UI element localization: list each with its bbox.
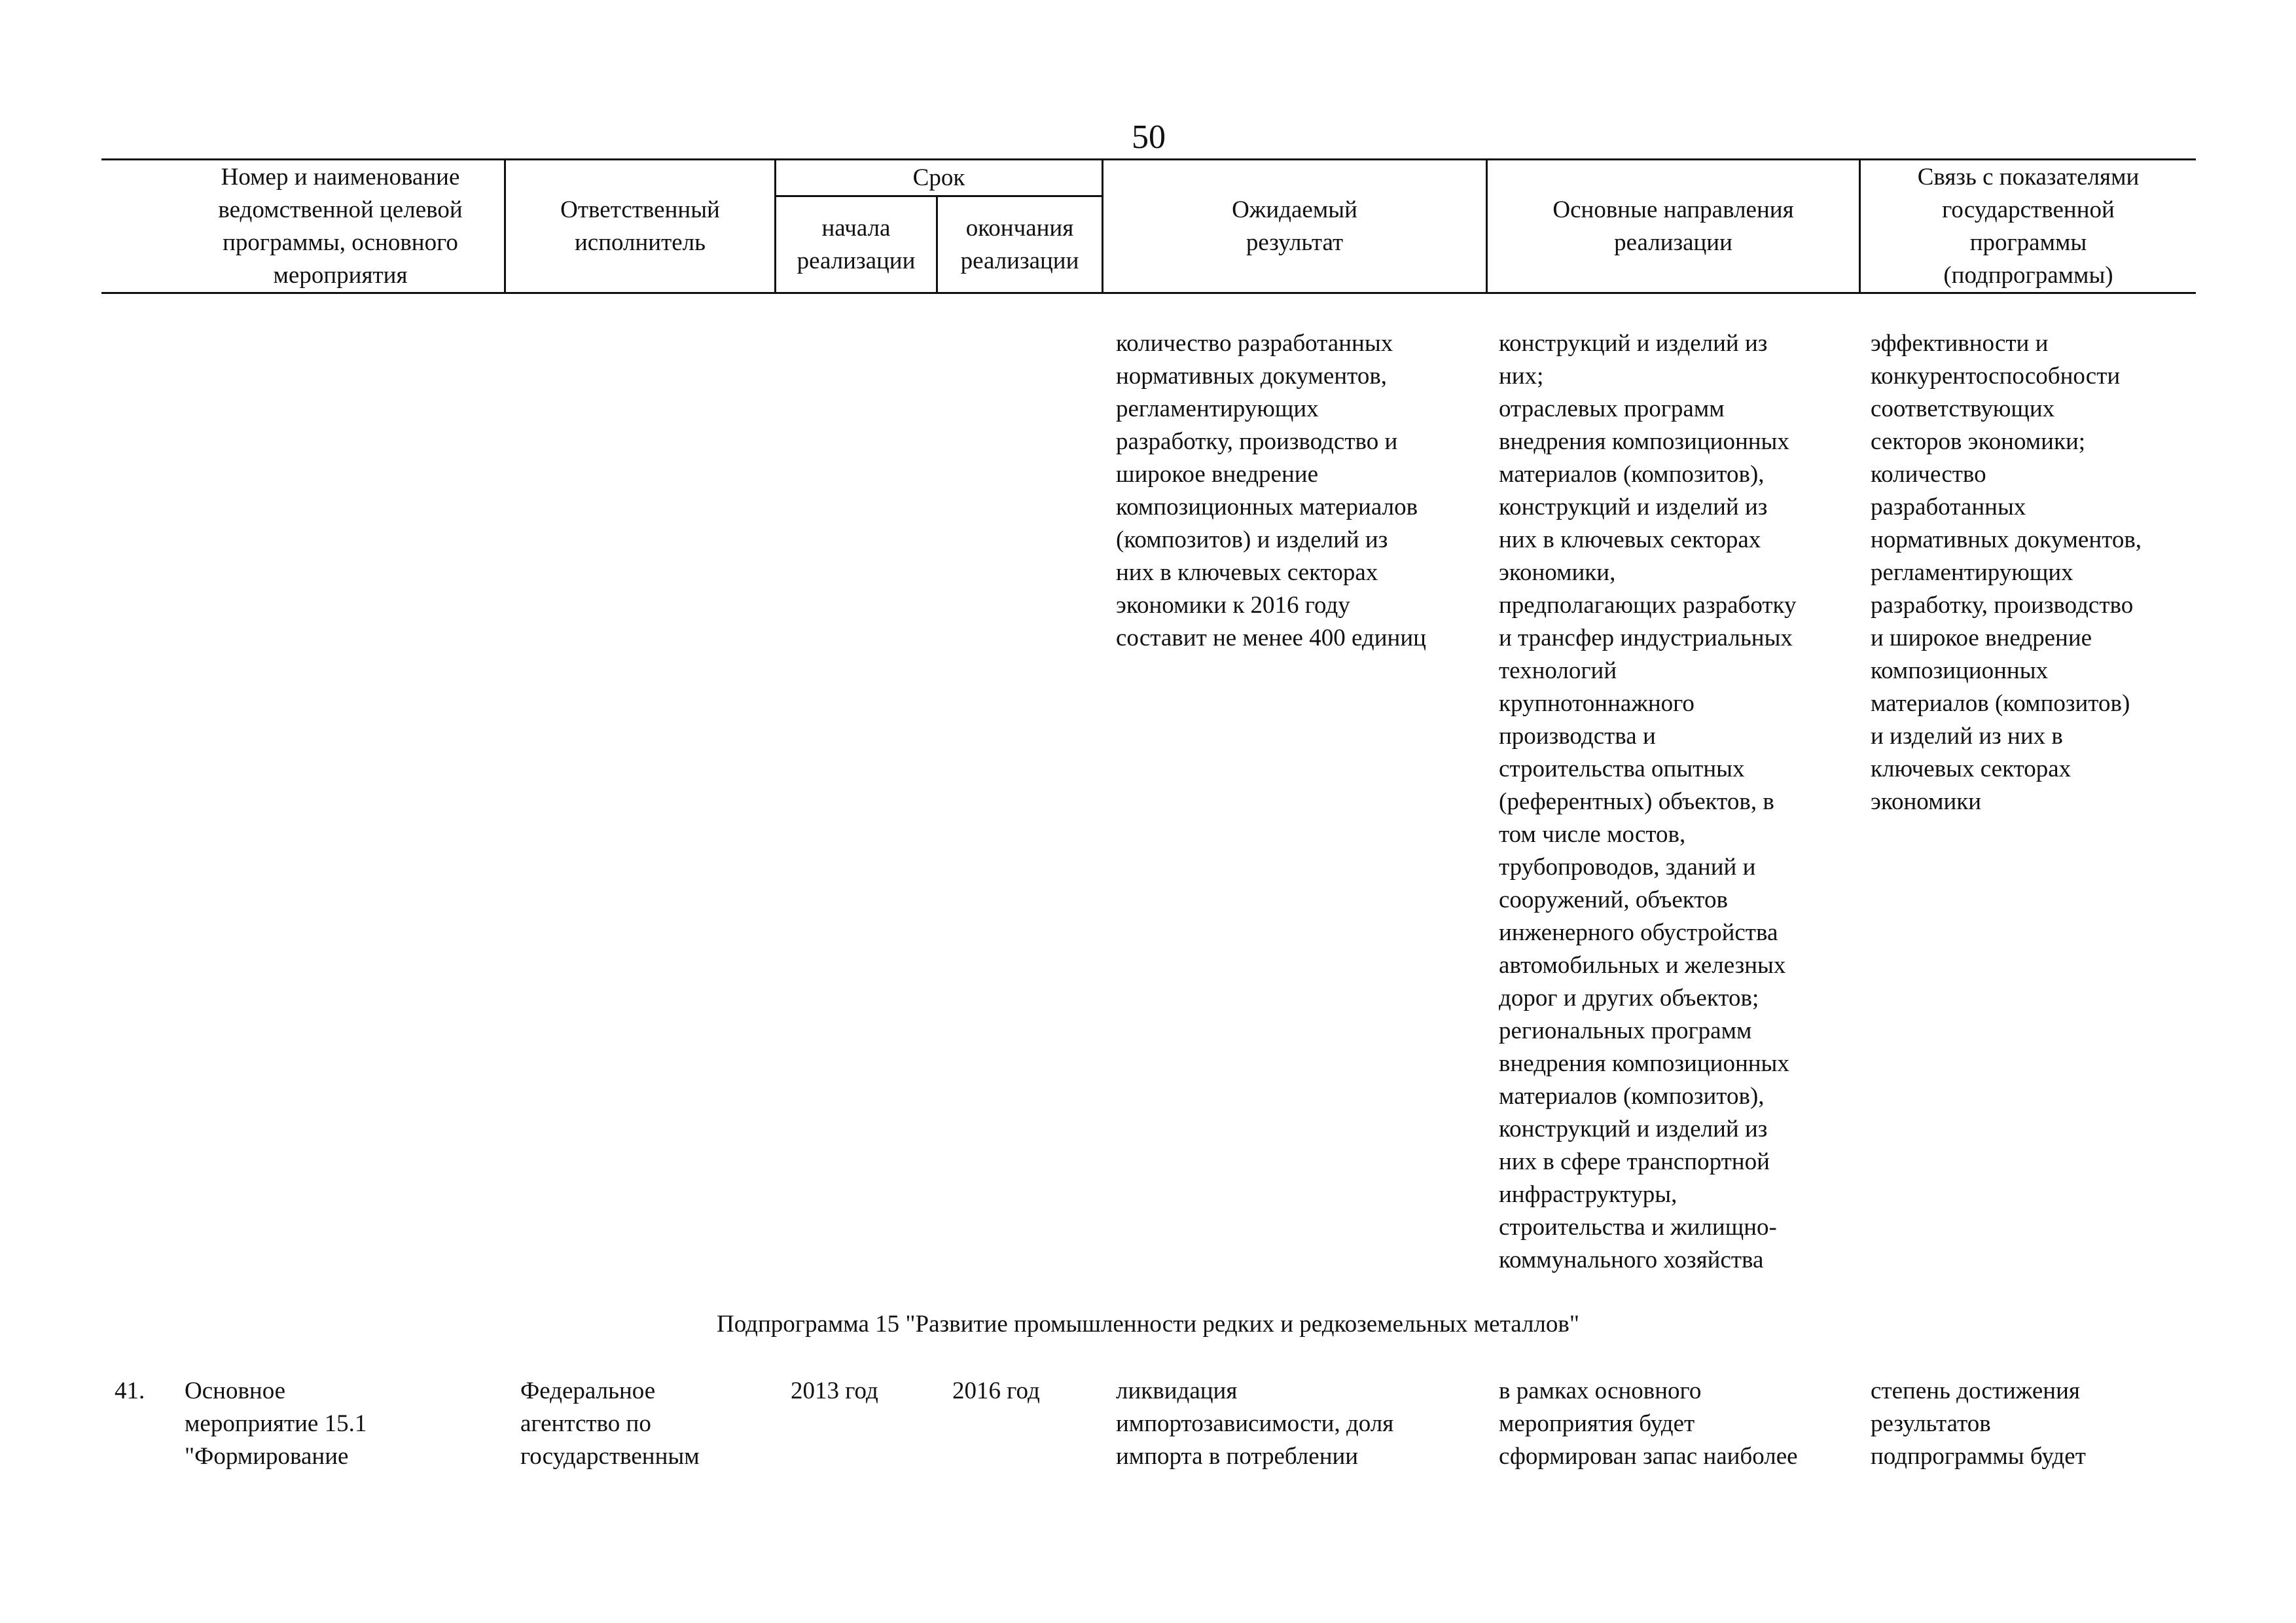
header-bottom-rule <box>101 292 2196 294</box>
row-number: 41. <box>115 1377 145 1404</box>
continued-directions: конструкций и изделий из них; отраслевых программ внедрения композиционных материалов (композитов), конструкций и изделий из них в ключевых секторах экономики, предполагающих разработку и трансфер индустриальных технологий крупнотоннажного производства и строительства опытных (референтных) объектов, в том числе мостов, трубопроводов, зданий и сооружений, объектов инженерного обустройства автомобильных и железных дорог и других объектов; региональных программ внедрения композиционных материалов (композитов), конструкций и изделий из них в сфере транспортной инфраструктуры, строительства и жилищно- коммунального хозяйства <box>1499 330 1797 1273</box>
header-srok: Срок <box>912 164 965 191</box>
row-program-name: Основное мероприятие 15.1 "Формирование <box>185 1377 367 1470</box>
row-indicators: степень достижения результатов подпрограммы будет <box>1871 1377 2086 1470</box>
header-expected-result: Ожидаемый результат <box>1232 196 1357 256</box>
page-number: 50 <box>1132 119 1166 156</box>
header-indicators: Связь с показателями государственной программы (подпрограммы) <box>1917 163 2140 289</box>
row-executor: Федеральное агентство по государственным <box>520 1377 700 1470</box>
header-srok-start: начала реализации <box>797 214 916 274</box>
header-program-name: Номер и наименование ведомственной целевой программы, основного мероприятия <box>218 163 463 289</box>
row-end-date: 2016 год <box>952 1377 1040 1404</box>
row-start-date: 2013 год <box>791 1377 878 1404</box>
continued-expected-result: количество разработанных нормативных документов, регламентирующих разработку, производство и широкое внедрение композиционных материалов (композитов) и изделий из них в ключевых секторах экономики к 2016 году составит не менее 400 единиц <box>1116 330 1426 651</box>
header-executor: Ответственный исполнитель <box>560 196 720 256</box>
header-directions: Основные направления реализации <box>1552 196 1794 256</box>
subprogram-title: Подпрограмма 15 "Развитие промышленности редких и редкоземельных металлов" <box>717 1311 1579 1338</box>
row-expected-result: ликвидация импортозависимости, доля импорта в потреблении <box>1116 1377 1394 1470</box>
header-srok-end: окончания реализации <box>960 214 1079 274</box>
row-directions: в рамках основного мероприятия будет сформирован запас наиболее <box>1499 1377 1798 1470</box>
continued-indicators: эффективности и конкурентоспособности соответствующих секторов экономики; количество разработанных нормативных документов, регламентирующих разработку, производство и широкое внедрение композиционных материалов (композитов) и изделий из них в ключевых секторах экономики <box>1871 330 2142 815</box>
